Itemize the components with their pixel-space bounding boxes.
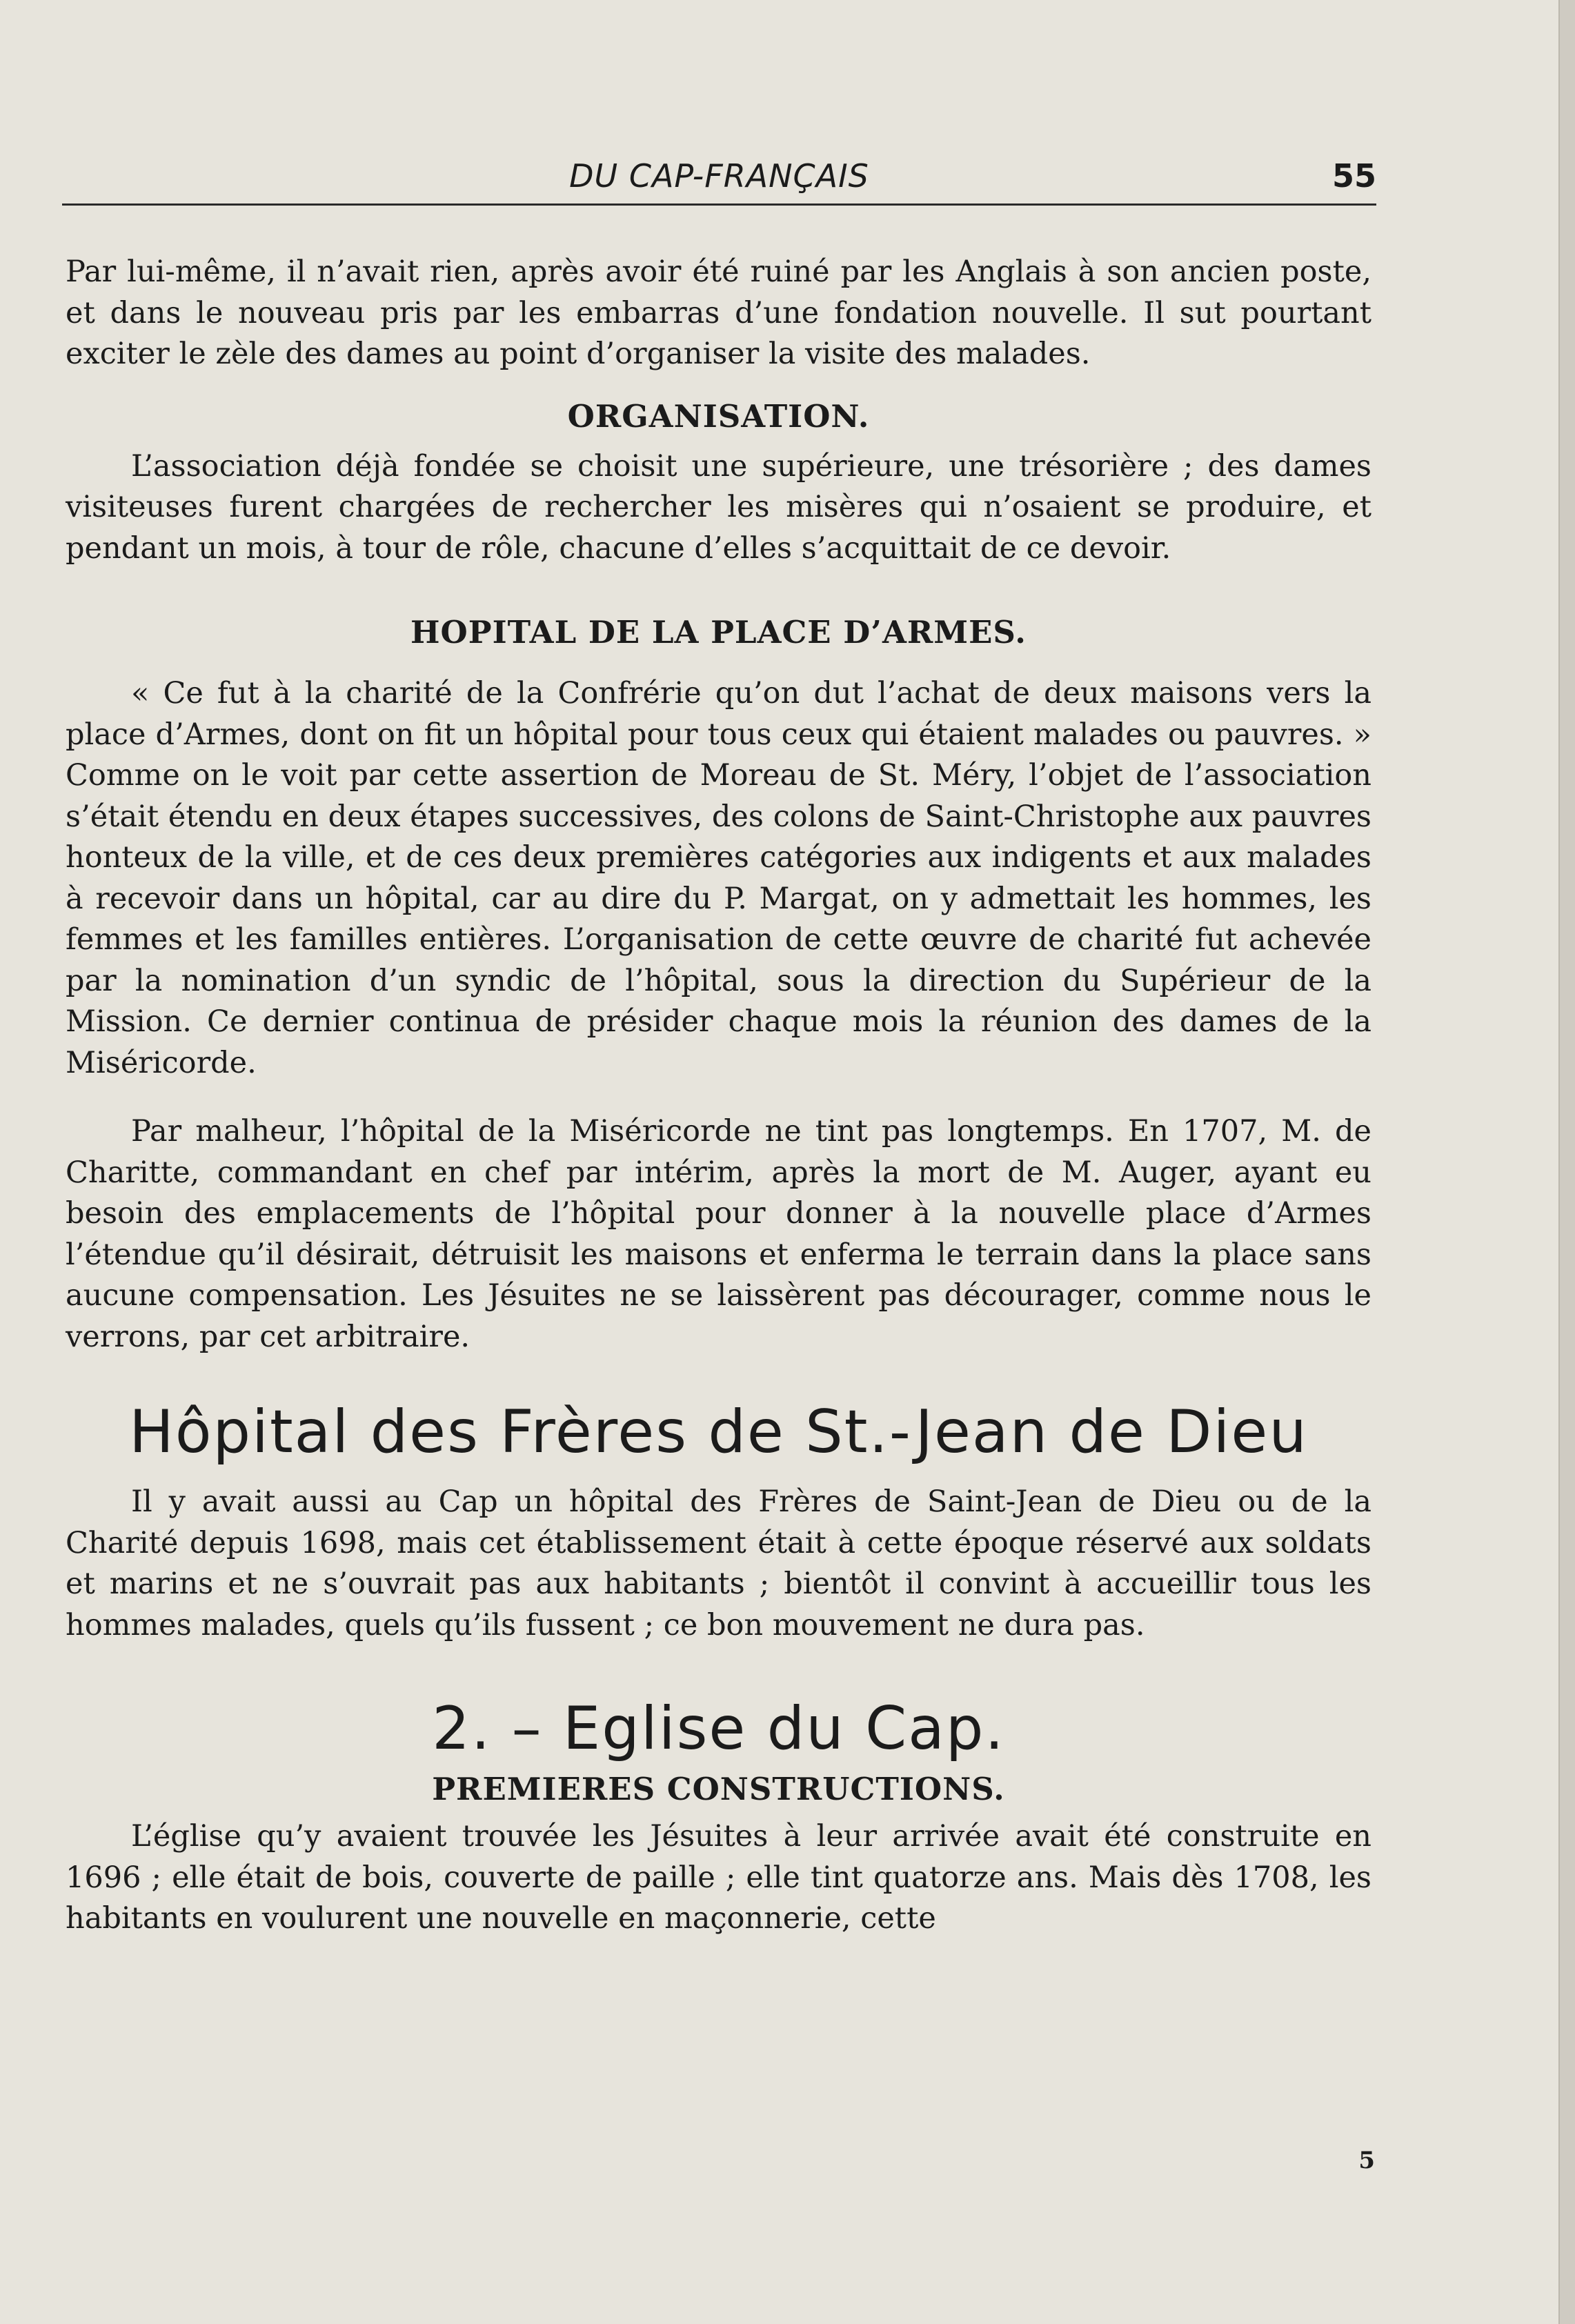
intro-paragraph: Par lui-même, il n’avait rien, après avoir été ruiné par les Anglais à son ancien poste, et dans le nouveau pris par les embarras d’une fondation nouvelle. Il sut pourtant exciter le zèle des dames au point d’organiser la visite des malades. [66,255,1371,371]
page-number: 55 [1331,157,1376,195]
hopital-place-paragraph-2: Par malheur, l’hôpital de la Miséricorde ne tint pas longtemps. En 1707, M. de Charitte, commandant en chef par intérim, après la mort de M. Auger, ayant eu besoin des emplacements de l’hôpital pour donner à la nouvelle place d’Armes l’étendue qu’il désirait, détruisit les maisons et enferma le terrain dans la place sans aucune compensation. Les Jésuites ne se laissèrent pas décourager, comme nous le verrons, par cet arbitraire. [66,1114,1371,1354]
page-edge [1558,0,1575,2324]
organisation-heading: ORGANISATION. [567,397,870,435]
signature-mark: 5 [1358,2147,1375,2174]
hopital-place-heading: HOPITAL DE LA PLACE D’ARMES. [410,614,1027,650]
premieres-heading: PREMIERES CONSTRUCTIONS. [432,1771,1005,1807]
organisation-paragraph: L’association déjà fondée se choisit une supérieure, une trésorière ; des dames visiteuses furent chargées de rechercher les misères qui n’osaient se produire, et pendant un mois, à tour de rôle, chacune d’elles s’acquittait de ce devoir. [66,448,1371,566]
running-header [62,157,1376,206]
hopital-place-paragraph-1: « Ce fut à la charité de la Confrérie qu’on dut l’achat de deux maisons vers la place d’Armes, dont on fit un hôpital pour tous ceux qui étaient malades ou pauvres. » Comme on le voit par cette assertion de Moreau de St. Méry, l’objet de l’association s’était étendu en deux étapes successives, des colons de Saint-Christophe aux pauvres honteux de la ville, et de ces deux premières catégories aux indigents et aux malades à recevoir dans un hôpital, car au dire du P. Margat, on y admettait les hommes, les femmes et les familles entières. L’organisation de cette œuvre de charité fut achevée par la nomination d’un syndic de l’hôpital, sous la direction du Supérieur de la Mission. Ce dernier continua de présider chaque mois la réunion des dames de la Miséricorde. [66,676,1371,1080]
hopital-freres-paragraph: Il y avait aussi au Cap un hôpital des Frères de Saint-Jean de Dieu ou de la Charité depuis 1698, mais cet établissement était à cette époque réservé aux soldats et marins et ne s’ouvrait pas aux habitants ; bientôt il convint à accueillir tous les hommes malades, quels qu’ils fussent ; ce bon mouvement ne dura pas. [66,1484,1371,1642]
premieres-paragraph: L’église qu’y avaient trouvée les Jésuites à leur arrivée avait été construite en 1696 ; elle était de bois, couverte de paille ; elle tint quatorze ans. Mais dès 1708, les habitants en voulurent une nouvelle en maçonnerie, cette [66,1819,1371,1936]
running-title: DU CAP-FRANÇAIS [569,157,869,195]
header-rule [62,203,1376,206]
hopital-freres-title: Hôpital des Frères de St.-Jean de Dieu [129,1398,1308,1467]
eglise-title: 2. – Eglise du Cap. [432,1694,1005,1763]
page-body [66,252,1371,1940]
